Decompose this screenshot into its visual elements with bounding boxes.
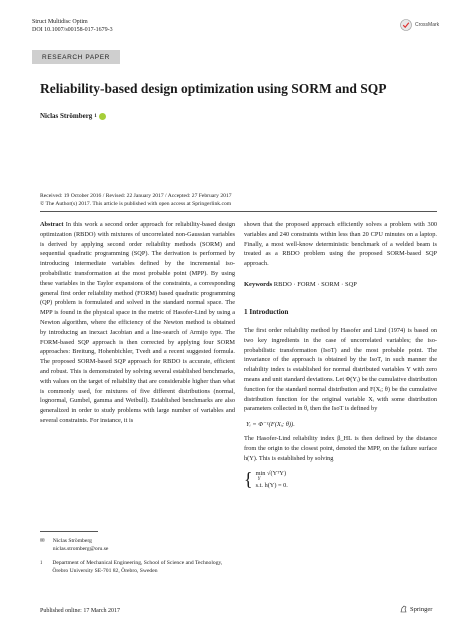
equation-isot: Yᵢ = Φ⁻¹(F(Xᵢ; θ)).: [246, 421, 295, 429]
keywords-label: Keywords: [244, 280, 273, 288]
author-line: [40, 112, 106, 120]
abstract-continuation: shown that the proposed approach efficiently solves a problem with 300 variables and 240 constraints within less than 20 CPU minutes on a laptop. Finally, a most well-know deterministic benchmark of a welded beam is treated as a RBDO problem using the proposed SORM-based SQP approach.: [244, 221, 437, 268]
affil-num: 1: [40, 561, 43, 566]
keywords: [244, 281, 437, 288]
published-date: Published online: 17 March 2017: [40, 608, 120, 614]
publisher-name: Springer: [410, 605, 433, 613]
article-dates: [40, 193, 232, 208]
header-divider: [40, 211, 437, 212]
intro-paragraph-1: The first order reliability method by Hasofer and Lind (1974) is based on two key ingredients in the case of uncorrelated variables; the iso-probabilistic transformation (IsoT) and the most probable point. The invariance of the approach is obtained by the IsoT, in such manner the reliability index is established for normal distributed variables Y with zero means and unit standard deviations. Let Φ(Yᵢ) be the cumulative distribution function for the standard normal distribution and F(Xᵢ; θ) be the cumulative distribution function for the original variable Xᵢ with some distribution parameters collected in θ, then the IsoT is defined by: [244, 326, 437, 413]
author-affil-sup: 1: [94, 113, 97, 119]
journal-header: [32, 18, 113, 34]
abstract-text: In this work a second order approach for reliability-based design optimization (RBDO) with mixtures of uncorrelated non-Gaussian variables is derived by applying second order reliability methods (SORM) and sequential quadratic programming (SQP). The derivation is performed by introducing intermediate variables defined by the incremental iso-probabilistic transformation at the most probable point (MPP). By using these variables in the Taylor expansions of the constraints, a corresponding general first order reliability method (FORM) based quadratic programming (QP) problem is formulated and solved in the standard normal space. The MPP is found in the physical space in the metric of Hasofer-Lind by using a Newton algorithm, where the efficiency of the Newton method is obtained by introducing an inexact Jacobian and a line-search of Armijo type. The FORM-based SQP approach is then corrected by applying four SORM approaches: Breitung, Hohenbichler, Tvedt and a recent suggested formula. The proposed SORM-based SQP approach for RBDO is accurate, efficient and robust. This is demonstrated by solving several established benchmarks, with values on the target of reliability that are considerable higher than what is commonly used, for mixtures of five different distributions (normal, lognormal, Gumbel, gamma and Weibull). Established benchmarks are also generalized in order to study problems with large number of variables and several constraints. For instance, it is: [40, 221, 235, 424]
article-type-banner: RESEARCH PAPER: [32, 50, 120, 64]
footnote-affiliation: [40, 560, 230, 575]
intro-paragraph-2: The Hasofer-Lind reliability index β_HL is then defined by the distance from the origin to the closest point, denoted the MPP, on the failure surface h(Y). This is established by solving: [244, 435, 437, 462]
springer-horse-icon: [400, 605, 407, 613]
email-name: Niclas Strömberg: [52, 538, 92, 544]
section-heading: 1 Introduction: [244, 307, 289, 316]
equation-hl: [244, 470, 437, 489]
abstract: [40, 220, 235, 426]
eq-sub: Y: [257, 476, 261, 482]
footnote-email: [40, 538, 230, 553]
right-column: [244, 220, 437, 489]
affiliation-text: Department of Mechanical Engineering, School of Science and Technology, Örebro University SE-701 82, Örebro, Sweden: [52, 560, 223, 574]
footnote-divider: [40, 531, 98, 532]
crossmark-badge[interactable]: [400, 18, 444, 32]
keywords-list: RBDO · FORM · SORM · SQP: [273, 280, 357, 288]
doi: DOI 10.1007/s00158-017-1679-3: [32, 27, 113, 33]
crossmark-icon: [400, 19, 412, 31]
crossmark-label: CrossMark: [415, 22, 440, 28]
mail-icon: ✉: [40, 538, 45, 544]
journal-name: Struct Multidisc Optim: [32, 19, 88, 25]
received-line: Received: 19 October 2016 / Revised: 22 January 2017 / Accepted: 27 February 2017: [40, 193, 232, 199]
eq-constraint: s.t. h(Y) = 0.: [255, 481, 288, 489]
email-address[interactable]: niclas.stromberg@oru.se: [52, 545, 109, 552]
equation-brace: {: [244, 468, 253, 490]
paper-title: Reliability-based design optimization using SORM and SQP: [40, 81, 387, 96]
eq-objective: min √(YᵀY): [255, 469, 287, 477]
author-name: Niclas Strömberg: [40, 112, 93, 120]
left-column: [40, 220, 235, 426]
orcid-icon[interactable]: [99, 113, 106, 120]
publisher-logo: [400, 605, 432, 613]
abstract-label: Abstract: [40, 221, 64, 228]
copyright-line: © The Author(s) 2017. This article is published with open access at Springerlink.com: [40, 200, 232, 207]
